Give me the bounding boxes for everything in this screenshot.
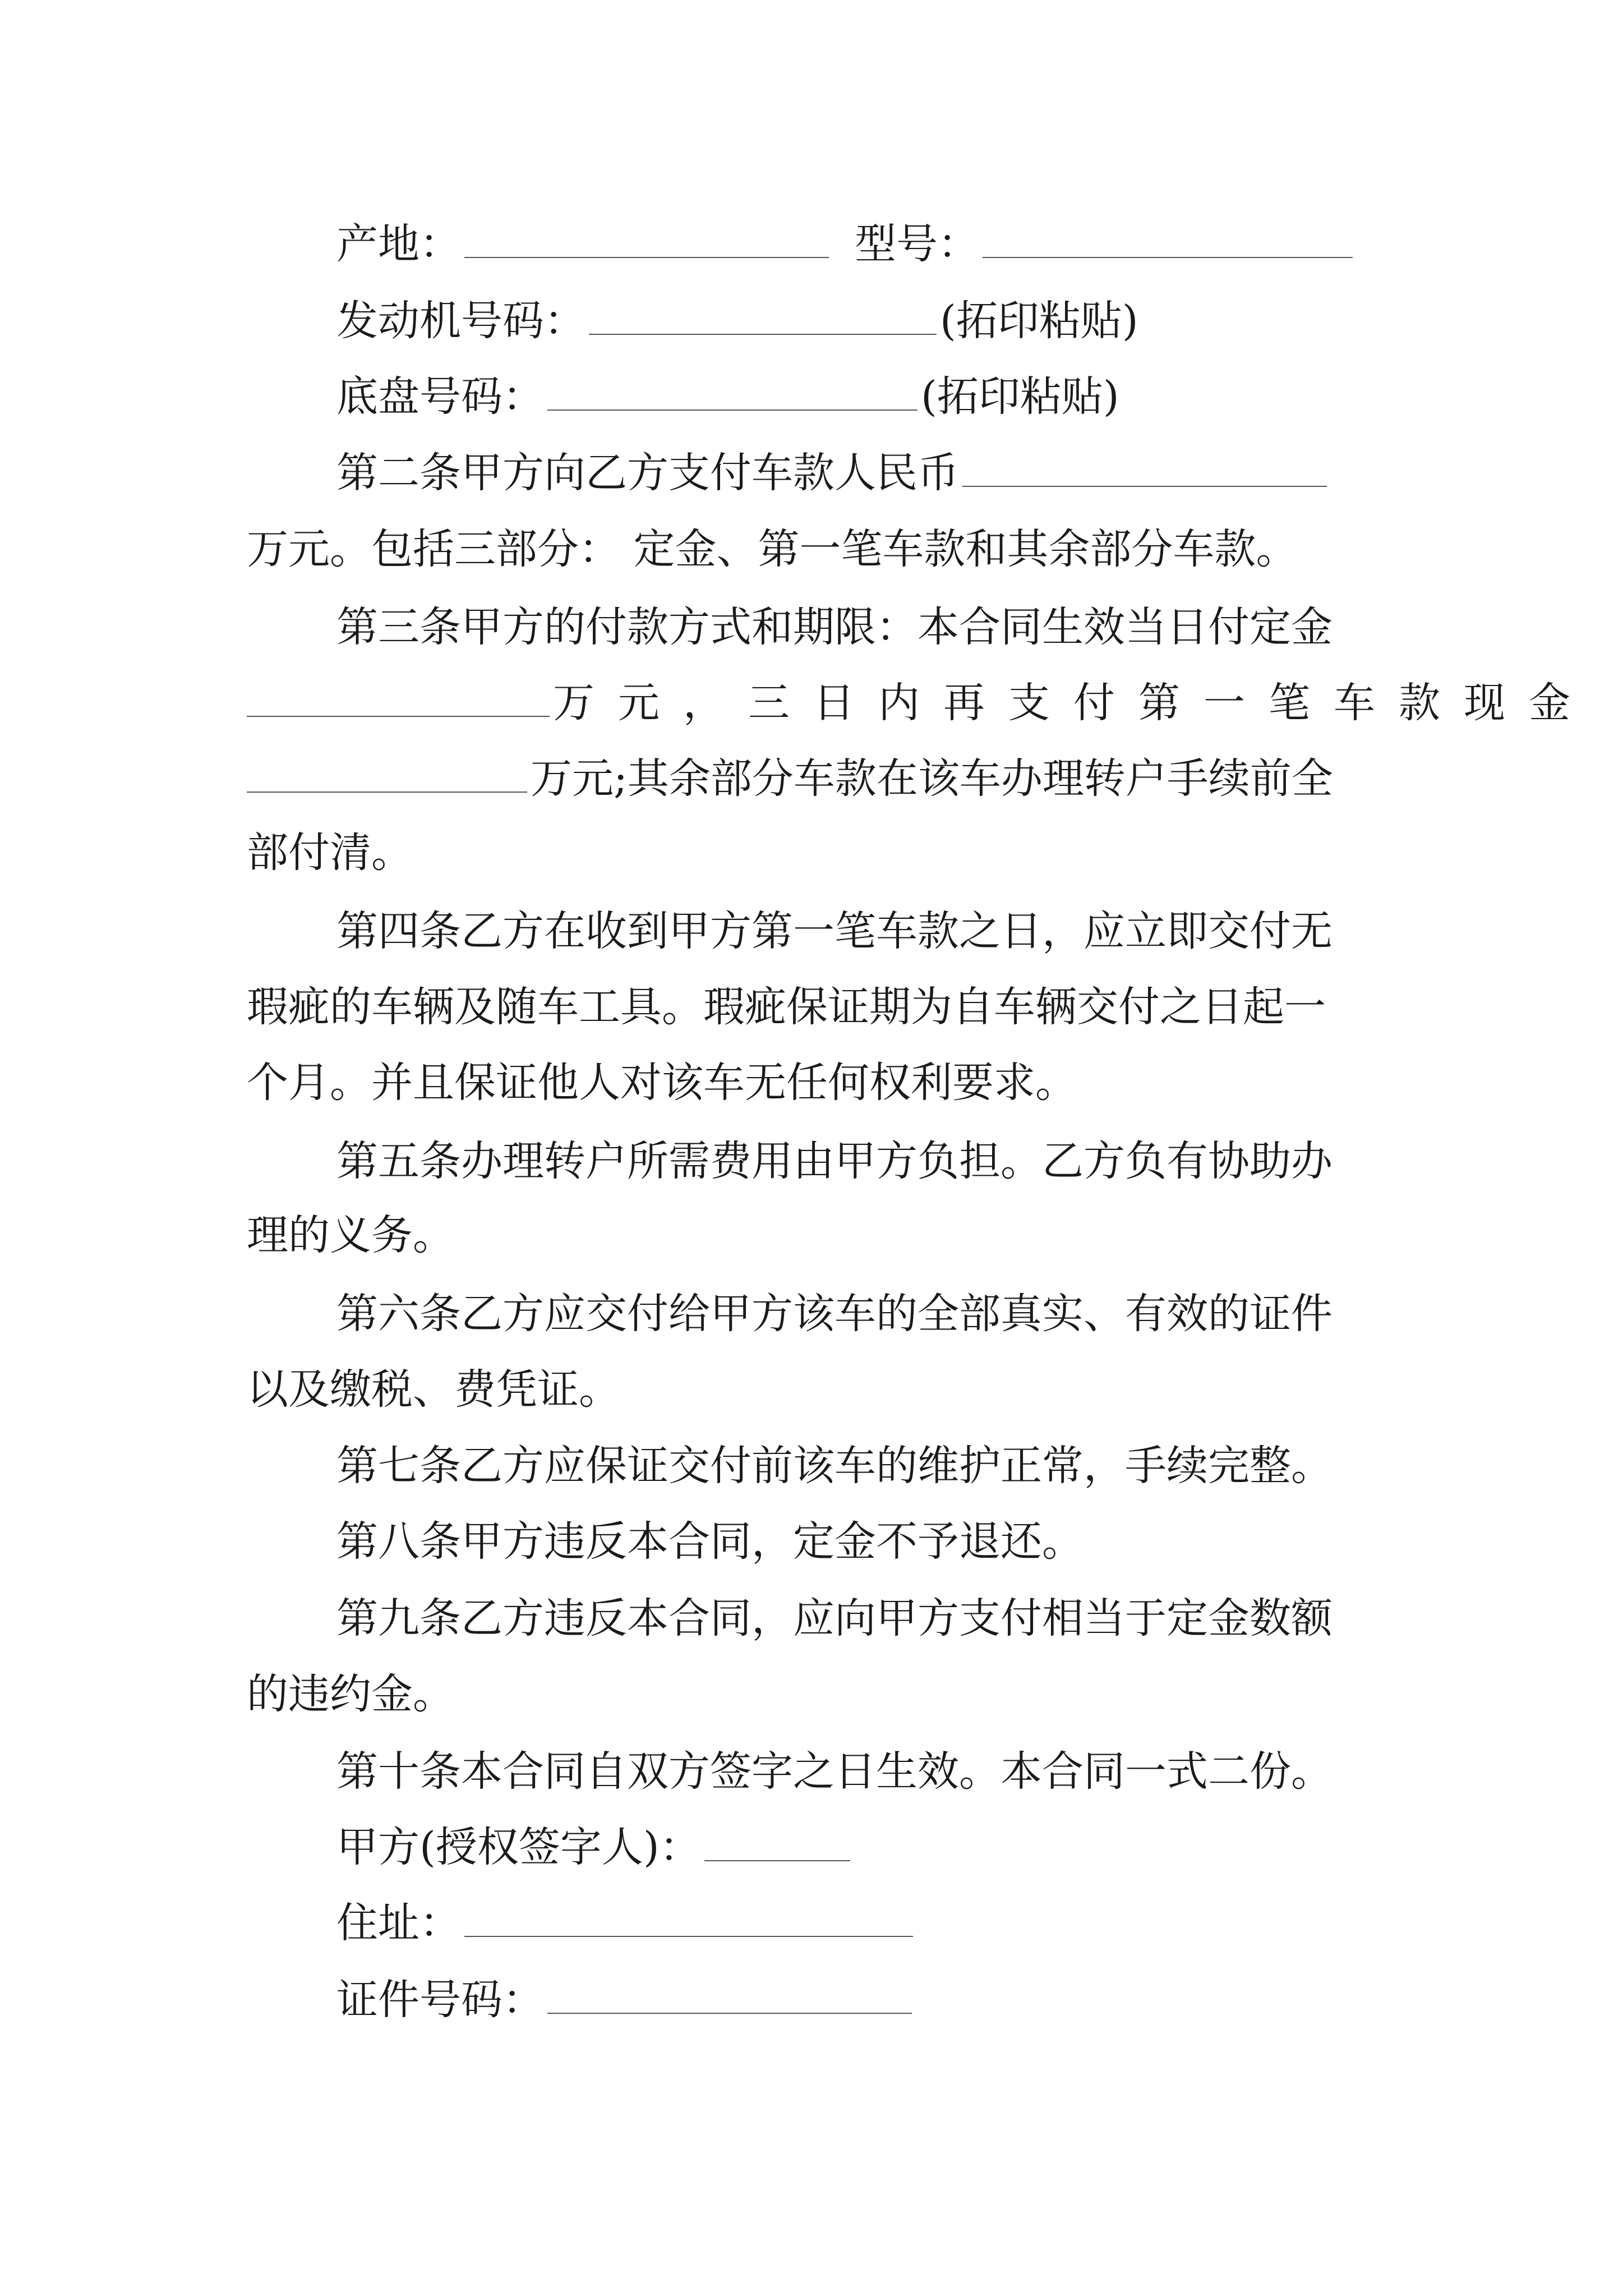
chassis-label: 底盘号码： <box>336 372 544 421</box>
article-3-line-3 <box>247 751 1333 807</box>
article-4-line-3: 个月。并且保证他人对该车无任何权利要求。 <box>247 1059 1077 1107</box>
deposit-blank[interactable] <box>247 682 550 717</box>
article-2-line-1 <box>336 445 1330 501</box>
chassis-blank[interactable] <box>547 376 917 411</box>
article-2-text: 第二条甲方向乙方支付车款人民币 <box>336 449 959 497</box>
party-a-signature-blank[interactable] <box>704 1826 850 1861</box>
article-2-line-2: 万元。包括三部分： 定金、第一笔车款和其余部分车款。 <box>247 525 1298 573</box>
first-payment-blank[interactable] <box>247 758 527 793</box>
engine-blank[interactable] <box>589 300 937 335</box>
article-4-line-2: 瑕疵的车辆及随车工具。瑕疵保证期为自车辆交付之日起一 <box>247 983 1326 1031</box>
article-5-line-1: 第五条办理转户所需费用由甲方负担。乙方负有协助办 <box>336 1137 1332 1185</box>
article-3-line-1: 第三条甲方的付款方式和期限：本合同生效当日付定金 <box>336 603 1332 651</box>
article-5-line-2: 理的义务。 <box>247 1211 454 1259</box>
address-line <box>336 1895 916 1951</box>
engine-note: (拓印粘贴) <box>940 297 1138 345</box>
party-a-line <box>336 1819 854 1875</box>
article-4-line-1: 第四条乙方在收到甲方第一笔车款之日，应立即交付无 <box>336 907 1332 955</box>
id-number-blank[interactable] <box>547 1979 912 2014</box>
id-label: 证件号码： <box>336 1976 544 2024</box>
engine-label: 发动机号码： <box>336 297 585 345</box>
article-9-line-1: 第九条乙方违反本合同，应向甲方支付相当于定金数额 <box>336 1594 1332 1642</box>
total-amount-blank[interactable] <box>962 452 1327 487</box>
party-a-label: 甲方(授权签字人)： <box>336 1823 701 1871</box>
article-10: 第十条本合同自双方签字之日生效。本合同一式二份。 <box>336 1747 1332 1796</box>
chassis-number-line <box>336 369 1119 425</box>
article-3-line-4: 部付清。 <box>247 829 413 877</box>
address-blank[interactable] <box>464 1902 913 1937</box>
article-6-line-1: 第六条乙方应交付给甲方该车的全部真实、有效的证件 <box>336 1290 1332 1338</box>
origin-label: 产地： <box>336 220 461 268</box>
origin-model-line <box>336 216 1356 272</box>
engine-number-line <box>336 293 1138 349</box>
article-9-line-2: 的违约金。 <box>247 1670 454 1718</box>
article-3-text-3: 万元;其余部分车款在该车办理转户手续前全 <box>531 754 1333 803</box>
article-3-text-2: 万元，三日内再支付第一笔车款现金 <box>553 679 1594 727</box>
address-label: 住址： <box>336 1899 461 1947</box>
origin-blank[interactable] <box>464 223 829 258</box>
article-8: 第八条甲方违反本合同，定金不予退还。 <box>336 1517 1083 1566</box>
model-blank[interactable] <box>983 223 1353 258</box>
model-label: 型号： <box>855 220 979 268</box>
article-7: 第七条乙方应保证交付前该车的维护正常，手续完整。 <box>336 1442 1332 1490</box>
chassis-note: (拓印粘贴) <box>921 372 1119 421</box>
article-3-line-2 <box>247 675 1594 731</box>
id-number-line <box>336 1972 915 2028</box>
article-6-line-2: 以及缴税、费凭证。 <box>247 1365 620 1414</box>
